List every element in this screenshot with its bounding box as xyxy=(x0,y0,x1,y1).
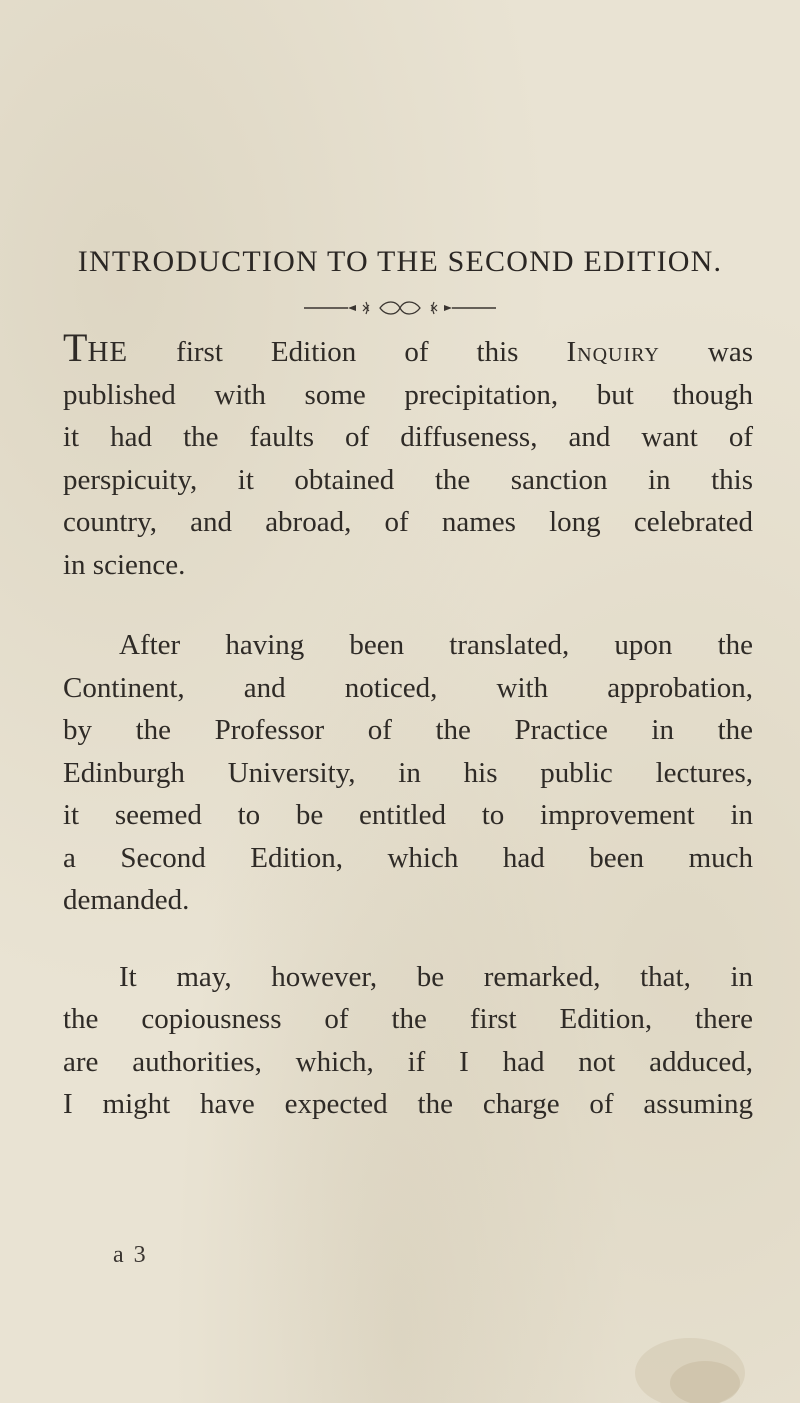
text-line: After having been translated, upon the xyxy=(119,629,753,661)
text-run: was xyxy=(659,336,753,368)
text-line: are authorities, which, if I had not adduced, xyxy=(63,1045,753,1078)
text-line: Edinburgh University, in his public lectures, xyxy=(63,756,753,789)
paragraph-spacer xyxy=(63,586,753,624)
paragraph-3 xyxy=(63,956,753,1126)
text-run: first Edition of this xyxy=(128,336,567,368)
paragraph-1 xyxy=(63,325,753,586)
signature-mark: a 3 xyxy=(113,1242,148,1268)
drop-cap: T xyxy=(63,325,88,370)
small-caps-word: Inquiry xyxy=(566,336,660,368)
text-line: it had the faults of diffuseness, and want of xyxy=(63,421,753,453)
body-text xyxy=(63,325,753,1126)
text-line: the copiousness of the first Edition, there xyxy=(63,1003,753,1035)
text-line: in science. xyxy=(63,548,186,581)
text-line: I might have expected the charge of assuming xyxy=(63,1088,753,1120)
ornamental-rule-icon xyxy=(300,298,500,318)
text-line: published with some precipitation, but though xyxy=(63,378,753,411)
text-line: a Second Edition, which had been much xyxy=(63,841,753,874)
text-line: it seemed to be entitled to improvement in xyxy=(63,799,753,831)
page-heading: INTRODUCTION TO THE SECOND EDITION. xyxy=(77,245,723,278)
text-line: by the Professor of the Practice in the xyxy=(63,714,753,746)
paragraph-spacer xyxy=(63,922,753,956)
small-caps-text: HE xyxy=(87,336,129,368)
text-line xyxy=(63,325,753,374)
text-line: Continent, and noticed, with approbation, xyxy=(63,671,753,704)
text-line: perspicuity, it obtained the sanction in this xyxy=(63,463,753,496)
text-line: demanded. xyxy=(63,884,190,916)
text-line: It may, however, be remarked, that, in xyxy=(119,960,753,993)
paper-stain-icon xyxy=(610,1313,760,1403)
paragraph-2 xyxy=(63,624,753,922)
text-line: country, and abroad, of names long celebrated xyxy=(63,506,753,538)
